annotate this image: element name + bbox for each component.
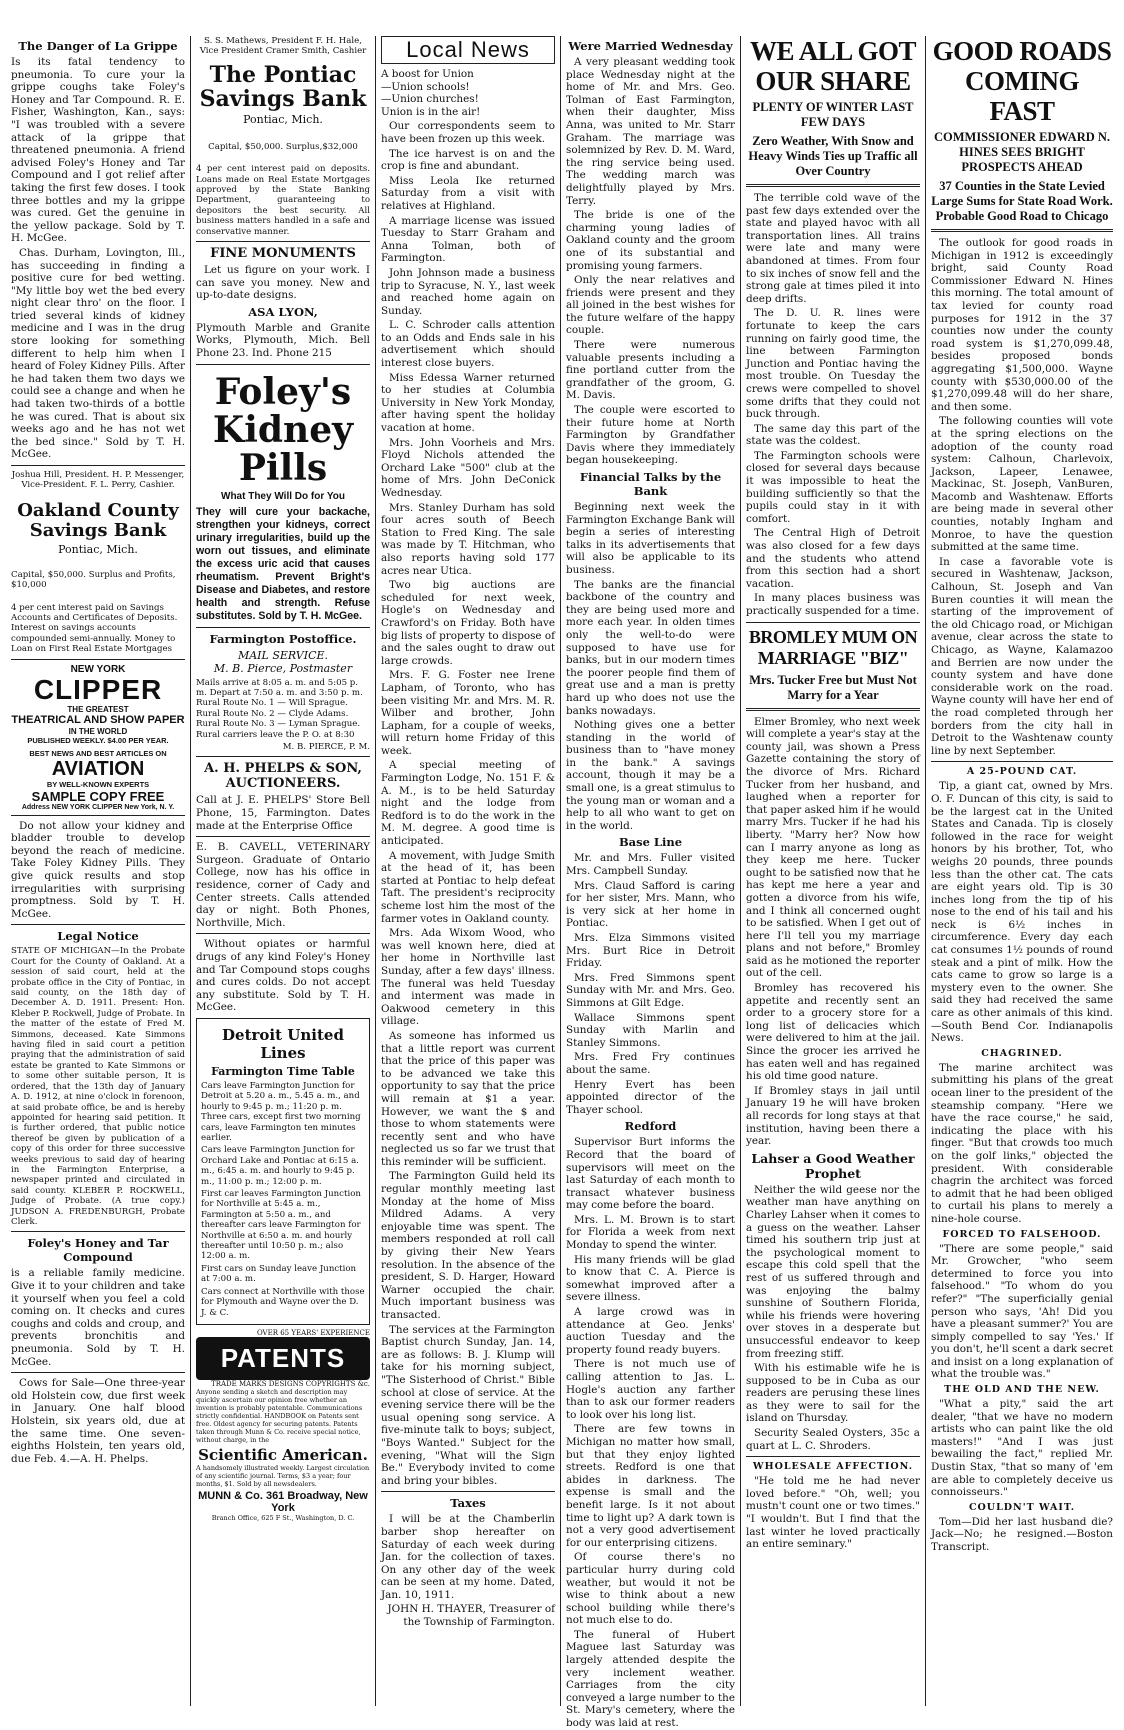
column-5	[741, 36, 926, 1706]
couldnt-wait-text: Tom—Did her last husband die? Jack—No; he resigned.—Boston Transcript.	[931, 1515, 1113, 1553]
taxes-text: I will be at the Chamberlin barber shop hereafter on Saturday of each week during Jan. for the collection of taxes. On any other day of the week can be seen at my home. Dated, Jan. 10, 1911.	[381, 1513, 555, 1601]
base-line-item: Mrs. Fred Fry continues about the same.	[566, 1051, 735, 1076]
couldnt-wait-heading: COULDN'T WAIT.	[968, 1501, 1076, 1513]
dul-text-4: First cars on Sunday leave Junction at 7:00 a. m.	[201, 1263, 357, 1285]
durham-article: Chas. Durham, Lovington, Ill., has succeeding in finding a positive cure for bed wetting. "My little boy wet the bed every night clear thro' on the floor. I tried several kinds of kidney medicine and I was in the drug store looking for something different to help him when I heard of Foley Kidney Pills. After he had taken them two days we could see a change and when he had taken two-thirds of a bottle he was cured. That is about six weeks ago and he has not wet the bed since." Sold by T. H. McGee.	[11, 246, 186, 461]
divider	[196, 933, 370, 934]
foley-honey-article: is a reliable family medicine. Give it to your children and take it yourself when you feel a cold coming on. It checks and cures coughs and colds and croup, and prevents bronchitis and pneumonia. Sold by T. H. McGee.	[11, 1267, 185, 1368]
chagrined-heading: CHAGRINED.	[981, 1047, 1063, 1059]
dul-heading: Detroit United Lines	[222, 1025, 344, 1062]
opiates-text: Without opiates or harmful drugs of any kind Foley's Honey and Tar Compound stops coughs and cures colds. Do not accept any substitute. Sold by T. H. McGee.	[196, 938, 370, 1014]
patents-branch: Branch Office, 625 F St., Washington, D. C.	[211, 1513, 355, 1522]
patents-side: TRADE MARKS DESIGNS COPYRIGHTS &c.	[211, 1379, 370, 1388]
column-4	[561, 36, 741, 1730]
local-item: Our correspondents seem to have been frozen up this week.	[381, 120, 555, 145]
patents-word: PATENTS	[220, 1342, 346, 1373]
oakland-bank-officers: Joshua Hill, President. H. P. Messenger, Vice-President. F. L. Perry, Cashier.	[11, 470, 185, 491]
oakland-bank-place: Pontiac, Mich.	[58, 542, 138, 556]
column-1	[6, 36, 191, 1706]
bromley-heading: BROMLEY MUM ON MARRIAGE "BIZ"	[748, 626, 918, 668]
patents-munn: MUNN & Co. 361 Broadway, New York	[198, 1489, 368, 1514]
pontiac-bank-name: The Pontiac Savings Bank	[199, 61, 367, 112]
weather-text: The Central High of Detroit was also closed for a few days and the students who attend from this section had a short vacation.	[746, 527, 920, 590]
divider	[11, 924, 185, 925]
local-item: A movement, with Judge Smith at the head of it, has been started at Pontiac to help defeat Taft. The president's reciprocity scheme lost him the most of the farmer votes in Oakland county.	[381, 849, 555, 925]
redford-heading: Redford	[624, 1119, 677, 1134]
affection-heading: WHOLESALE AFFECTION.	[752, 1461, 914, 1473]
column-2	[191, 36, 376, 1706]
foley-pills-title-3: Pills	[238, 446, 328, 489]
cat-text: Tip, a giant cat, owned by Mrs. O. F. Duncan of this city, is said to be the largest cat in the United States and Canada. Tip is closely followed in the race for weight honors by his brother, Tot, who weighs 20 pounds, three pounds less than the other cat. The cats are eight years old. Tip is 30 inches long from the tip of his nose to the end of his tail and his neck is 6½ inches in circumference. Every day each cat consumes 1½ pounds of round steak and a pint of milk. How the cats came to grow so large is a mystery even to the owner. She said they had received the same care as other animals of this kind.—South Bend Cor. Indianapolis News.	[931, 780, 1113, 1045]
divider	[746, 708, 920, 711]
local-item: Mrs. F. G. Foster nee Irene Lapham, of Toronto, who has been visiting Mr. and Mrs. M. R. Wilber and brother, John Lapham, for a couple of weeks, will return home Friday of this week.	[381, 669, 555, 757]
oakland-bank-interest: 4 per cent interest paid on Savings Accounts and Certificates of Deposits. Interest on savings accounts compounded semi-annually. Money to Loan on First Real Estate Mortgages	[11, 602, 178, 655]
base-line-item: Mr. and Mrs. Fuller visited Mrs. Campbell Sunday.	[566, 852, 735, 878]
clipper-sub1: THE GREATEST	[67, 704, 129, 714]
divider	[11, 659, 185, 660]
redford-item: There are few towns in Michigan no matter how small, but that they enjoy lighted streets. Redford is one that abides in darkness. The expense is small and the benefit large. Is it not about time to light up? A dark town is not a very good advertisement for our enterprising citizens.	[566, 1423, 735, 1549]
grippe-heading: The Danger of La Grippe	[18, 39, 178, 53]
dul-text-3: First car leaves Farmington Junction for Northville at 5:45 a. m., Farmington at 5:50 a. m., and thereafter cars leave Farmington for Northville at 6:50 a. m. and hourly thereafter until 10:50 p. m.; also 12:00 a. m.	[201, 1189, 361, 1262]
legal-notice: STATE OF MICHIGAN—In the Probate Court for the County of Oakland. At a session of said court, held at the probate office in the City of Pontiac, in said county, on the 18th day of December A. D. 1911. Present: Hon. Kleber P. Rockwell, Judge of Probate. In the matter of the estate of Fred M. Simmons, deceased. Kate Simmons having filed in said court a petition praying that the administration of said estate be granted to Kate Simmons or to some other suitable person, It is ordered, that the 13th day of January A. D. 1912, at nine o'clock in forenoon, at said probate office, be and is hereby appointed for hearing said petition. It is further ordered, that public notice thereof be given by publication of a copy of this order for three successive weeks previous to said day of hearing in the Farmington Enterprise, a newspaper printed and circulated in said county. KLEBER P. ROCKWELL, Judge of Probate. (A true copy.) JUDSON A. FREDENBURGH, Probate Clerk.	[11, 946, 185, 1227]
weather-text: The D. U. R. lines were fortunate to keep the cars running on fairly good time, the line between Farmington Junction and Pontiac having the most trouble. On Tuesday the crews were compelled to shovel some drifts that they could not buck through.	[746, 307, 920, 421]
cavell-text: E. B. CAVELL, VETERINARY Surgeon. Graduate of Ontario College, now has his office in residence, corner of Cady and Center streets. Calls attended day or night. Both Phones, Northville, Mich.	[196, 841, 370, 929]
falsehood-heading: FORCED TO FALSEHOOD.	[942, 1228, 1102, 1240]
roads-banner: GOOD ROADS COMING FAST	[932, 36, 1112, 126]
redford-item: There is not much use of calling attention to Jas. L. Hogle's auction any farther than to ask our former readers to look over his long list.	[566, 1358, 735, 1421]
cows-for-sale: Cows for Sale—One three-year old Holstein cow, due first week in January. One half blood Holstein, six years old, due at the same time. One seven-eighths Holstein, ten years old, due Feb. 4.—A. H. Phelps.	[11, 1377, 185, 1465]
monuments-text: Let us figure on your work. I can save you money. New and up-to-date designs.	[196, 264, 370, 302]
pontiac-bank-capital: Capital, $50,000. Surplus,$32,000	[208, 141, 358, 152]
local-item: As someone has informed us that a little report was current that the price of this paper was to be advanced we take this opportunity to say that the price will remain at $1 a year. However, we want the $ and those to whom statements were recently sent and who have neglected us so far we trust that this reminder will be sufficient.	[381, 1029, 555, 1168]
foley-honey-heading: Foley's Honey and Tar Compound	[27, 1236, 169, 1265]
bromley-sub: Mrs. Tucker Free but Must Not Marry for a Year	[749, 672, 917, 702]
dul-text-2: Cars leave Farmington Junction for Orchard Lake and Pontiac at 6:15 a. m., 6:45 a. m. and hourly to 9:45 p. m., 11:00 p. m.; 12:00 p. m.	[201, 1145, 359, 1187]
newspaper-page	[6, 36, 1118, 1730]
roads-text: The outlook for good roads in Michigan in 1912 is exceedingly bright, said County Road Commissioner Edward N. Hines this morning. The total amount of tax levied for county road purposes for 1912 in the 37 counties now under the county road system is $1,270,099.48, besides proposed bonds aggregating $1,500,000. Wayne county with $530,000.00 of the $1,270,099.48 will do her share, and then some.	[931, 237, 1113, 413]
postoffice-master: M. B. Pierce, Postmaster	[213, 661, 353, 675]
weather-text: In many places business was practically suspended for a time.	[746, 592, 920, 617]
foley-pills-title-1: Foley's	[214, 370, 352, 413]
divider	[196, 627, 370, 628]
local-item: The ice harvest is on and the crop is fine and abundant.	[381, 147, 555, 173]
roads-sub-2: 37 Counties in the State Levied Large Sums for State Road Work. Probable Good Road to Chicago	[931, 179, 1113, 223]
redford-item: His many friends will be glad to know that C. A. Pierce is somewhat improved after a severe illness.	[566, 1253, 735, 1304]
taxes-sign: JOHN H. THAYER, Treasurer of the Township of Farmington.	[387, 1603, 555, 1629]
weather-text: The same day this part of the state was the coldest.	[746, 422, 920, 448]
monuments-heading: FINE MONUMENTS	[210, 246, 356, 262]
redford-item: Supervisor Burt informs the Record that the board of supervisors will meet on the last Saturday of each month to transact whatever business may come before the board.	[566, 1136, 735, 1212]
oysters-notice: Security Sealed Oysters, 35c a quart at L. C. Shroders.	[746, 1427, 920, 1452]
base-line-item: Henry Evert has been appointed director of the Thayer school.	[566, 1078, 735, 1116]
base-line-heading: Base Line	[618, 835, 683, 850]
lahser-text: Neither the wild geese nor the weather man have anything on Charley Lahser when it comes to a guess on the weather. Lahser timed his southern trip just at the psychological moment to escape this cold spell that the rest of us suffered through and was enjoying the balmy sunshine of Southern Florida, while his friends were hovering over stoves in a desperate but unsuccessful endeavor to keep from freezing stiff.	[746, 1183, 920, 1360]
patents-sci-am-text: A handsomely illustrated weekly. Largest circulation of any scientific journal. Terms, $3 a year; four months, $1. Sold by all newsdealers.	[196, 1463, 370, 1488]
postoffice-heading: Farmington Postoffice.	[209, 631, 357, 646]
dul-text-5: Cars connect at Northville with those for Plymouth and Wayne over the D. J. & C.	[201, 1286, 365, 1318]
lahser-heading: Lahser a Good Weather Prophet	[751, 1150, 915, 1181]
weather-sub-1: PLENTY OF WINTER LAST FEW DAYS	[752, 100, 914, 129]
roads-text: The following counties will vote at the spring elections on the adoption of the county road system: Calhoun, Charlevoix, Jackson, Lapeer, Lenawee, Mackinac, St. Joseph, VanBuren, Macomb and Washtenaw. Efforts are being made in several other counties, notably Ingham and Monroe, to have the question submitted at the same time.	[931, 415, 1113, 554]
falsehood-text: "There are some people," said Mr. Growcher, "who seem determined to force you into falsehood." "To whom do you refer?" "The superficially genial person who says, 'Ah! Did you have a pleasant summer?' You are simply compelled to say 'Yes.' If you don't, he'll scent a dark secret and insist on a long explanation of what the trouble was."	[931, 1242, 1113, 1381]
postoffice-sub: MAIL SERVICE.	[237, 648, 329, 662]
local-item: A special meeting of Farmington Lodge, No. 151 F. & A. M., is to be held Saturday night and the lodge from Redford is to do the work in the M. M. degree. A good time is anticipated.	[381, 759, 555, 848]
monuments-address: Plymouth Marble and Granite Works, Plymouth, Mich. Bell Phone 23. Ind. Phone 215	[196, 321, 370, 360]
divider	[196, 241, 370, 242]
oakland-bank-capital: Capital, $50,000. Surplus and Profits, $10,000	[11, 569, 176, 591]
local-item: Miss Edessa Warner returned to her studies at Columbia University in New York Monday, after having spent the holiday vacation at home.	[381, 371, 555, 435]
local-item: The Farmington Guild held its regular monthly meeting last Monday at the home of Miss Mildred Adams. A very enjoyable time was spent. The members responded at roll call by giving their New Years resolution. In the absence of the president, S. D. Harger, Howard Warner occupied the chair. Much important business was transacted.	[381, 1170, 555, 1321]
kidney-article: Do not allow your kidney and bladder trouble to develop beyond the reach of medicine. Take Foley Kidney Pills. They give quick results and stop irregularities with surprising promptness. Sold by T. H. McGee.	[11, 819, 185, 920]
divider	[746, 1456, 920, 1457]
clipper-sub4: PUBLISHED WEEKLY. $4.00 PER YEAR.	[27, 735, 169, 745]
cat-heading: A 25-POUND CAT.	[966, 766, 1078, 778]
weather-sub-2: Zero Weather, With Snow and Heavy Winds Ties up Traffic all Over Country	[748, 134, 918, 178]
clipper-address: Address NEW YORK CLIPPER New York, N. Y.	[21, 803, 175, 811]
weather-text: The Farmington schools were closed for several days because it was impossible to heat the building sufficiently so that the pupils could stay in it with comfort.	[746, 449, 920, 525]
divider	[381, 1491, 555, 1492]
clipper-sub3: IN THE WORLD	[68, 726, 128, 736]
chagrined-text: The marine architect was submitting his plans of the great ocean liner to the president of the steamship company. "Here we have the race course," he said, indicating the place with his finger. "But that crowds too much on the golf links," objected the president. With considerable chagrin the architect was forced to admit that he had been obliged to curtail his plans to merely a nine-hole course.	[931, 1061, 1113, 1225]
phelps-text: Call at J. E. PHELPS' Store Bell Phone, 15, Farmington. Dates made at the Enterprise Office	[196, 794, 370, 832]
local-item: Miss Leola Ike returned Saturday from a visit with relatives at Highland.	[381, 174, 555, 212]
local-item: The services at the Farmington Baptist church Sunday, Jan. 14, are as follows: B. J. Klump will take for his morning subject, "The Sisterhood of Christ." Bible school at close of service. At the evening service there will be the usual opening song service. A five-minute talk to boys; subject, "Boys Wanted." Subject for the evening, "What will the Sign Be." Everybody invited to come and bring your bibles.	[381, 1323, 555, 1487]
local-item: A marriage license was issued Tuesday to Starr Graham and Anna Tolman, both of Farmington.	[381, 214, 555, 265]
roads-sub-1: COMMISSIONER EDWARD N. HINES SEES BRIGHT PROSPECTS AHEAD	[933, 130, 1111, 174]
wedding-text: The bride is one of the charming young ladies of Oakland county and the groom one of its substantial and promising young farmers.	[566, 209, 735, 272]
dul-timetable	[196, 1018, 370, 1325]
patents-top: OVER 65 YEARS' EXPERIENCE	[256, 1328, 370, 1337]
weather-text: The terrible cold wave of the past few days extended over the state and played havoc with all transportation lines. All trains were late and many were abandoned at times. From four to six inches of snow fell and the strong gale at times piled it into deep drifts.	[746, 192, 920, 305]
postoffice-sign: M. B. PIERCE, P. M.	[282, 742, 370, 753]
bromley-text: If Bromley stays in jail until January 19 he will have broken all records for long stays at that institution, having been there a year.	[746, 1084, 920, 1148]
foley-pills-sub: What They Will Do for You	[221, 490, 345, 502]
foley-pills-text: They will cure your backache, strengthen your kidneys, correct urinary irregularities, build up the worn out tissues, and eliminate the excess uric acid that causes rheumatism. Prevent Bright's Disease and Diabetes, and restore health and strength. Refuse substitutes. Sold by T. H. McGee.	[196, 505, 370, 622]
bank-talks-heading: Financial Talks by the Bank	[579, 470, 722, 498]
divider	[931, 761, 1113, 762]
local-item: L. C. Schroder calls attention to an Odds and Ends sale in his advertisement which should interest close buyers.	[381, 319, 555, 370]
wedding-text: There were numerous valuable presents including a fine portland cutter from the grandfather of the groom, G. M. Davis.	[566, 339, 735, 402]
weather-banner: WE ALL GOT OUR SHARE	[749, 36, 917, 96]
divider	[11, 1372, 185, 1373]
patents-ad	[196, 1329, 370, 1522]
clipper-sub6: BY WELL-KNOWN EXPERTS	[46, 779, 150, 789]
phelps-heading: A. H. PHELPS & SON, AUCTIONEERS.	[204, 761, 362, 792]
postoffice-schedule: Mails arrive at 8:05 a. m. and 5:05 p. m. Depart at 7:50 a. m. and 3:50 p. m. Rural Route No. 1 — Will Sprague. Rural Route No. 2 — Clyde Adams. Rural Route No. 3 — Lyman Sprague. Rural carriers leave the P. O. at 8:30	[196, 677, 363, 740]
patents-text: Anyone sending a sketch and description may quickly ascertain our opinion free whether an invention is probably patentable. Communications strictly confidential. HANDBOOK on Patents sent free. Oldest agency for securing patents. Patents taken through Munn & Co. receive special notice, without charge, in the	[196, 1387, 363, 1444]
redford-item: Mrs. L. M. Brown is to start for Florida a week from next Monday to spend the winter.	[566, 1213, 735, 1252]
redford-item: Of course there's no particular hurry during cold weather, but would it not be wise to think about a new school building while there's not much else to do.	[566, 1551, 735, 1627]
clipper-logo: CLIPPER	[33, 673, 163, 705]
wedding-text: The couple were escorted to their future home at North Farmington by Grandfather Davis where they immediately began housekeeping.	[566, 404, 735, 467]
bromley-text: Bromley has recovered his appetite and recently sent an order to a grocery store for a long list of delicacies which were delivered to him at the jail. Since the grocer ies arrived he has eaten well and has regained his old time good nature.	[746, 982, 920, 1083]
wedding-text: A very pleasant wedding took place Wednesday night at the home of Mr. and Mrs. Geo. Tolman of East Farmington, when their daughter, Miss Anna, was united to Mr. Starr Graham. The marriage was solemnized by Rev. D. M. Ward, the ring service being used. The wedding march was delightfully played by Mrs. Terry.	[566, 56, 735, 207]
old-new-heading: THE OLD AND THE NEW.	[944, 1384, 1100, 1396]
bank-talks-text: Beginning next week the Farmington Exchange Bank will begin a series of interesting talks in its advertisements that will also be applicable to its business.	[566, 501, 735, 576]
grippe-article: Is its fatal tendency to pneumonia. To cure your la grippe coughs take Foley's Honey and Tar Compound. R. E. Fisher, Washington, Kan., says: "I was troubled with a severe attack of la grippe that threatened pneumonia. A friend advised Foley's Honey and Tar Compound and I got relief after taking the first few doses. I took three bottles and my la grippe was cured. Get the genuine in the yellow package. Sold by T. H. McGee.	[11, 56, 185, 245]
local-item: Mrs. Ada Wixom Wood, who was well known here, died at her home in Northville last Sunday, after a few days' illness. The funeral was held Tuesday and interment was made in Oakwood cemetery in this village.	[381, 927, 555, 1028]
divider	[746, 184, 920, 187]
wedding-heading: Were Married Wednesday	[568, 39, 733, 53]
union-verse: A boost for Union —Union schools! —Union churches! Union is in the air!	[381, 68, 481, 118]
old-new-text: "What a pity," said the art dealer, "that we have no modern artists who can paint like the old masters!" "And I was just bewailing the fact," replied Mr. Dustin Stax, "that so many of 'em are able to completely deceive us connoisseurs."	[931, 1398, 1113, 1499]
pontiac-bank-text: 4 per cent interest paid on deposits. Loans made on Real Estate Mortgages approved by the State Banking Department, guaranteeing to depositors the best security. All business matters handled in a safe and conservative manner.	[196, 164, 370, 237]
column-6	[926, 36, 1118, 1706]
clipper-sample: SAMPLE COPY FREE	[31, 788, 165, 804]
base-line-item: Mrs. Fred Simmons spent Sunday with Mr. and Mrs. Geo. Simmons at Gilt Edge.	[566, 971, 735, 1009]
affection-text: "He told me he had never loved before." "Oh, well; you mustn't count one or two times." "I wouldn't. But I find that the last winter he loved practically an entire seminary."	[746, 1475, 920, 1551]
base-line-item: Mrs. Claud Safford is caring for her sister, Mrs. Mann, who is very sick at her home in Pontiac.	[566, 879, 735, 930]
column-3	[376, 36, 561, 1706]
divider	[11, 1231, 185, 1232]
roads-text: In case a favorable vote is secured in Washtenaw, Jackson, Calhoun, St. Joseph and Van Buren counties it will mean the starting of the improvement of the old Chicago road, or Michigan avenue, clear across the state to Chicago, as Wayne, Kalamazoo and Berrien are now under the county system and have done considerable work on the road. Wayne county will have her end of the road completed through her borders from the city hall in Detroit to the Washtenaw county line by next September.	[931, 555, 1113, 757]
divider	[746, 622, 920, 623]
pontiac-bank-officers: S. S. Mathews, President F. H. Hale, Vice President Cramer Smith, Cashier	[199, 36, 367, 57]
bromley-text: Elmer Bromley, who next week will complete a year's stay at the county jail, was shown a Press Gazette containing the story of the divorce of Mrs. Richard Tucker from her husband, and laughed when a reporter for that paper asked him if he would marry Mrs. Tucker if he had his liberty. "Marry her? Now how can I marry anyone as long as they keep me here. Tucker ought to be satisfied now that he has kept me here a year and gotten a divorce from his wife, and I think all concerned ought to be satisfied. When I get out of here I'll tell you my marriage plans and not before," Bromley said as he motioned the reporter out of the cell.	[746, 715, 920, 980]
divider	[196, 756, 370, 757]
clipper-sub2: THEATRICAL AND SHOW PAPER	[11, 713, 185, 726]
clipper-top: NEW YORK	[70, 663, 126, 675]
bank-talks-text: The banks are the financial backbone of the country and they are being used more and more each year. In olden times only the well-to-do were supposed to have use for banks, but in our modern times the poorer people find them of great use and a man is pretty hard up who does not use the banks nowadays.	[566, 578, 735, 717]
redford-item: The funeral of Hubert Maguee last Saturday was largely attended despite the very inclement weather. Carriages from the city conveyed a large number to the St. Mary's cemetery, where the body was laid at rest.	[566, 1628, 735, 1730]
pontiac-bank-place: Pontiac, Mich.	[243, 112, 323, 126]
redford-item: A large crowd was in attendance at Geo. Jenks' auction Tuesday and the property found ready buyers.	[566, 1306, 735, 1356]
divider	[196, 364, 370, 365]
divider	[196, 836, 370, 837]
divider	[931, 229, 1113, 232]
bank-talks-text: Nothing gives one a better standing in the world of business than to "have money in the bank." A savings account, though it may be a small one, is a great stimulus to the young man or woman and a help to all who want to get on in the world.	[566, 719, 735, 832]
foley-pills-title-2: Kidney	[212, 408, 354, 451]
local-item: John Johnson made a business trip to Syracuse, N. Y., last week and reached home again on Sunday.	[381, 266, 555, 317]
dul-sub: Farmington Time Table	[211, 1064, 355, 1078]
monuments-name: ASA LYON,	[248, 304, 318, 319]
divider	[11, 465, 185, 466]
patents-sci-am: Scientific American.	[198, 1445, 368, 1464]
local-item: Two big auctions are scheduled for next week, Hogle's on Wednesday and Crawford's on Friday. Both have big lists of property to dispose of and the sales ought to draw out large crowds.	[381, 579, 555, 667]
legal-heading: Legal Notice	[57, 929, 139, 944]
clipper-aviation: AVIATION	[51, 757, 145, 780]
taxes-heading: Taxes	[450, 1496, 486, 1511]
patents-banner	[196, 1337, 370, 1380]
local-item: Mrs. Stanley Durham has sold four acres south of Beech Station to Fred King. The sale was made by T. Hitchman, who also reports having sold 177 acres near Utica.	[381, 501, 555, 577]
clipper-sub5: BEST NEWS AND BEST ARTICLES ON	[29, 748, 167, 758]
lahser-text: With his estimable wife he is supposed to be in Cuba as our readers are perusing these lines as they were to sail for the island on Thursday.	[746, 1362, 920, 1425]
local-item: Mrs. John Voorheis and Mrs. Floyd Nichols attended the Orchard Lake "500" club at the home of Mrs. John DeConick Wednesday.	[381, 436, 555, 499]
divider	[11, 815, 185, 816]
oakland-bank-name: Oakland County Savings Bank	[17, 499, 179, 541]
base-line-item: Wallace Simmons spent Sunday with Marlin and Stanley Simmons.	[566, 1011, 735, 1049]
local-news-heading: Local News	[381, 36, 555, 64]
dul-text-1: Cars leave Farmington Junction for Detroit at 5.20 a. m., 5.45 a. m., and hourly to 9:45 p. m.; 11:20 p. m. Three cars, except first two morning cars, leave Farmington ten minutes earlier.	[201, 1080, 361, 1143]
base-line-item: Mrs. Elza Simmons visited Mrs. Burt Rice in Detroit Friday.	[566, 932, 735, 970]
wedding-text: Only the near relatives and friends were present and they all joined in the best wishes for the future welfare of the happy couple.	[566, 274, 735, 337]
